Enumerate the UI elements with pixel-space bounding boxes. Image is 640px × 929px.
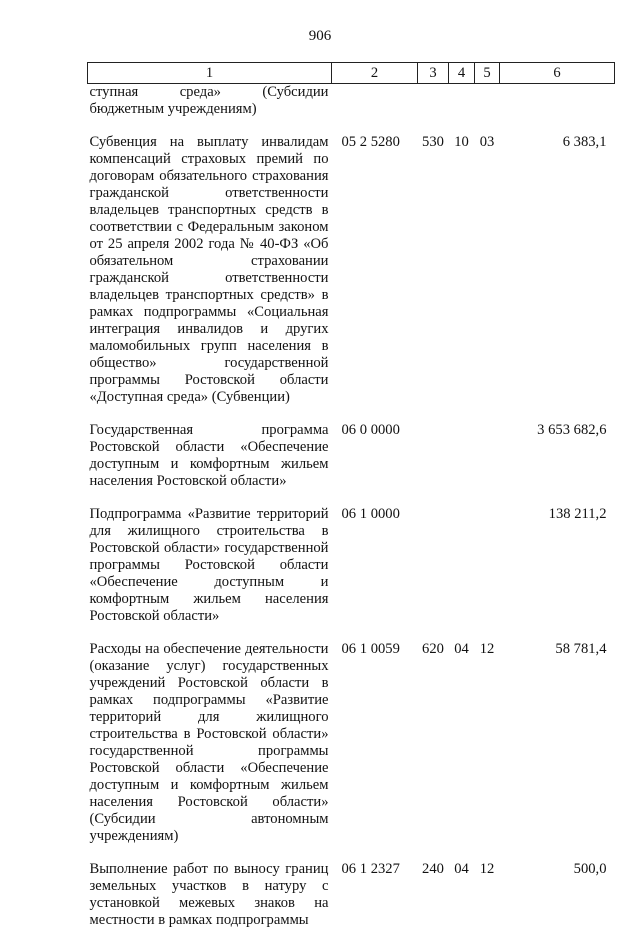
- column-header-6: 6: [500, 63, 615, 84]
- row-name: Государственная программа Ростовской области «Обеспечение доступным и комфортным жильем населения Ростовской области»: [89, 422, 329, 489]
- row-target-code: 06 1 0000: [341, 506, 400, 522]
- column-header-5: 5: [475, 63, 500, 84]
- row-target-code: [332, 84, 418, 119]
- row-amount: 138 211,2: [548, 506, 607, 522]
- row-name: Субвенция на выплату инвалидам компенсаций страховых премий по договорам обязательного страхования гражданской ответственности владельцев транспортных средств в соответствии с Федеральным законом от 25 апреля 2002 года № 40-ФЗ «Об обязательном страховании гражданской ответственности владельцев транспортных средств» в рамках подпрограммы «Социальная интеграция инвалидов и других маломобильных групп населения в общество» государственной программы Ростовской области «Доступная среда» (Субвенции): [89, 134, 329, 405]
- row-subsection: [475, 422, 500, 490]
- row-name: Выполнение работ по выносу границ земельных участков в натуру с установкой межевых знаков на местности в рамках подпрограммы: [89, 861, 329, 928]
- row-expense-type: [418, 422, 449, 490]
- row-section: 10: [454, 134, 469, 150]
- row-target-code: 05 2 5280: [341, 134, 400, 150]
- column-header-1: 1: [88, 63, 332, 84]
- row-section: 04: [454, 861, 469, 877]
- row-subsection: [475, 84, 500, 119]
- row-subsection: 03: [479, 134, 495, 150]
- row-expense-type: 240: [422, 861, 444, 877]
- row-target-code: 06 1 2327: [341, 861, 400, 877]
- row-target-code: 06 0 0000: [341, 422, 400, 438]
- row-subsection: [475, 506, 500, 625]
- row-amount: 6 383,1: [562, 134, 607, 150]
- column-header-4: 4: [449, 63, 475, 84]
- row-expense-type: 620: [422, 641, 444, 657]
- table-row: [88, 134, 615, 406]
- row-name: Подпрограмма «Развитие территорий для жилищного строительства в Ростовской области» государственной программы Ростовской области «Обеспечение доступным и комфортным жильем населения Ростовской области»: [89, 506, 329, 624]
- row-section: [449, 84, 475, 119]
- row-expense-type: [418, 506, 449, 625]
- column-header-3: 3: [418, 63, 449, 84]
- column-header-2: 2: [332, 63, 418, 84]
- row-amount: 58 781,4: [555, 641, 607, 657]
- row-name: ступная среда» (Субсидии бюджетным учреждениям): [89, 84, 329, 117]
- row-subsection: 12: [479, 861, 495, 877]
- row-section: 04: [454, 641, 469, 657]
- page-number: 906: [308, 28, 332, 44]
- row-target-code: 06 1 0059: [341, 641, 400, 657]
- row-amount: [500, 84, 615, 119]
- table-header-row: [88, 63, 615, 84]
- row-amount: 3 653 682,6: [537, 422, 607, 438]
- table-row: [88, 641, 615, 845]
- table-row: [88, 861, 615, 929]
- row-section: [449, 506, 475, 625]
- table-row: [88, 84, 615, 119]
- row-expense-type: [418, 84, 449, 119]
- row-expense-type: 530: [422, 134, 444, 150]
- row-subsection: 12: [479, 641, 495, 657]
- table-row: [88, 506, 615, 625]
- row-amount: 500,0: [573, 861, 607, 877]
- budget-table: [87, 62, 615, 929]
- table-row: [88, 422, 615, 490]
- row-section: [449, 422, 475, 490]
- row-name: Расходы на обеспечение деятельности (оказание услуг) государственных учреждений Ростовской области в рамках подпрограммы «Развитие территорий для жилищного строительства в Ростовской области» государственной программы Ростовской области «Обеспечение доступным и комфортным жильем населения Ростовской области» (Субсидии автономным учреждениям): [89, 641, 329, 844]
